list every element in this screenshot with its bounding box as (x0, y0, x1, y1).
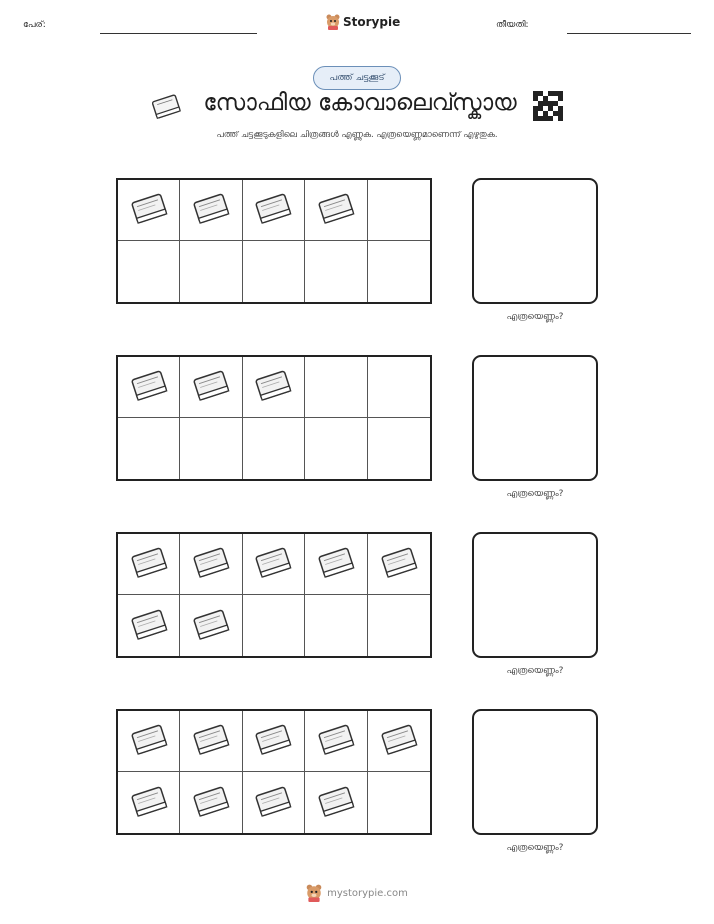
worksheet-title: സോഫിയ കോവാലെവ്സ്കായ (203, 90, 517, 116)
frame-cell (305, 534, 367, 595)
frame-cell (243, 418, 305, 479)
frame-cell (118, 711, 180, 772)
qr-code (533, 91, 563, 121)
book-icon (250, 783, 296, 823)
book-icon (148, 92, 184, 120)
frame-cell (243, 241, 305, 302)
book-icon (188, 367, 234, 407)
frame-cell (305, 241, 367, 302)
frame-cell (368, 534, 430, 595)
book-icon (376, 721, 422, 761)
name-label: പേര്: (23, 20, 46, 30)
frame-cell (180, 711, 242, 772)
frame-cell (118, 357, 180, 418)
exercise-2 (116, 355, 600, 505)
frame-cell (180, 357, 242, 418)
how-many-label: എത്രയെണ്ണം? (506, 489, 564, 499)
frame-cell (180, 772, 242, 833)
book-icon (250, 190, 296, 230)
book-icon (126, 544, 172, 584)
frame-cell (368, 357, 430, 418)
worksheet-type-badge: പത്ത് ചട്ടക്കൂട് (313, 66, 401, 90)
frame-cell (180, 534, 242, 595)
frame-cell (243, 595, 305, 656)
frame-cell (305, 180, 367, 241)
book-icon (126, 721, 172, 761)
book-icon (126, 783, 172, 823)
book-icon (250, 544, 296, 584)
date-line (567, 33, 691, 34)
frame-cell (368, 418, 430, 479)
frame-cell (118, 772, 180, 833)
book-icon (126, 190, 172, 230)
how-many-label: എത്രയെണ്ണം? (506, 666, 564, 676)
ten-frame (116, 532, 432, 658)
frame-cell (243, 711, 305, 772)
frame-cell (118, 241, 180, 302)
book-icon (188, 190, 234, 230)
frame-cell (180, 595, 242, 656)
frame-cell (368, 711, 430, 772)
page-footer (0, 884, 714, 902)
frame-cell (118, 180, 180, 241)
frame-cell (243, 180, 305, 241)
book-icon (126, 367, 172, 407)
exercise-3 (116, 532, 600, 682)
frame-cell (180, 418, 242, 479)
book-icon (126, 606, 172, 646)
frame-cell (118, 418, 180, 479)
frame-cell (368, 180, 430, 241)
frame-cell (305, 595, 367, 656)
book-icon (313, 783, 359, 823)
brand-name: Storypie (343, 15, 401, 29)
frame-cell (368, 772, 430, 833)
book-icon (313, 544, 359, 584)
frame-cell (180, 241, 242, 302)
how-many-label: എത്രയെണ്ണം? (506, 843, 564, 853)
book-icon (188, 606, 234, 646)
page-header (0, 14, 714, 38)
answer-box[interactable] (472, 532, 598, 658)
date-label: തീയതി: (496, 20, 529, 30)
frame-cell (243, 357, 305, 418)
brand-logo (326, 14, 400, 30)
book-icon (188, 783, 234, 823)
book-icon (250, 721, 296, 761)
name-line (100, 33, 257, 34)
exercise-4 (116, 709, 600, 859)
exercise-1 (116, 178, 600, 328)
frame-cell (243, 772, 305, 833)
frame-cell (305, 418, 367, 479)
how-many-label: എത്രയെണ്ണം? (506, 312, 564, 322)
footer-url[interactable]: mystorypie.com (327, 887, 408, 899)
frame-cell (305, 711, 367, 772)
answer-box[interactable] (472, 355, 598, 481)
book-icon (188, 721, 234, 761)
answer-box[interactable] (472, 709, 598, 835)
bear-icon (326, 14, 340, 30)
book-icon (188, 544, 234, 584)
bear-icon (306, 884, 322, 902)
frame-cell (368, 241, 430, 302)
book-icon (376, 544, 422, 584)
book-icon (313, 190, 359, 230)
frame-cell (118, 534, 180, 595)
frame-cell (180, 180, 242, 241)
ten-frame (116, 178, 432, 304)
frame-cell (305, 357, 367, 418)
book-icon (250, 367, 296, 407)
frame-cell (243, 534, 305, 595)
ten-frame (116, 355, 432, 481)
frame-cell (305, 772, 367, 833)
book-icon (313, 721, 359, 761)
answer-box[interactable] (472, 178, 598, 304)
frame-cell (368, 595, 430, 656)
frame-cell (118, 595, 180, 656)
instructions: പത്ത് ചട്ടക്കൂടുകളിലെ ചിത്രങ്ങൾ എണ്ണുക. എത്രയെണ്ണമാണെന്ന് എഴുതുക. (216, 130, 498, 140)
ten-frame (116, 709, 432, 835)
